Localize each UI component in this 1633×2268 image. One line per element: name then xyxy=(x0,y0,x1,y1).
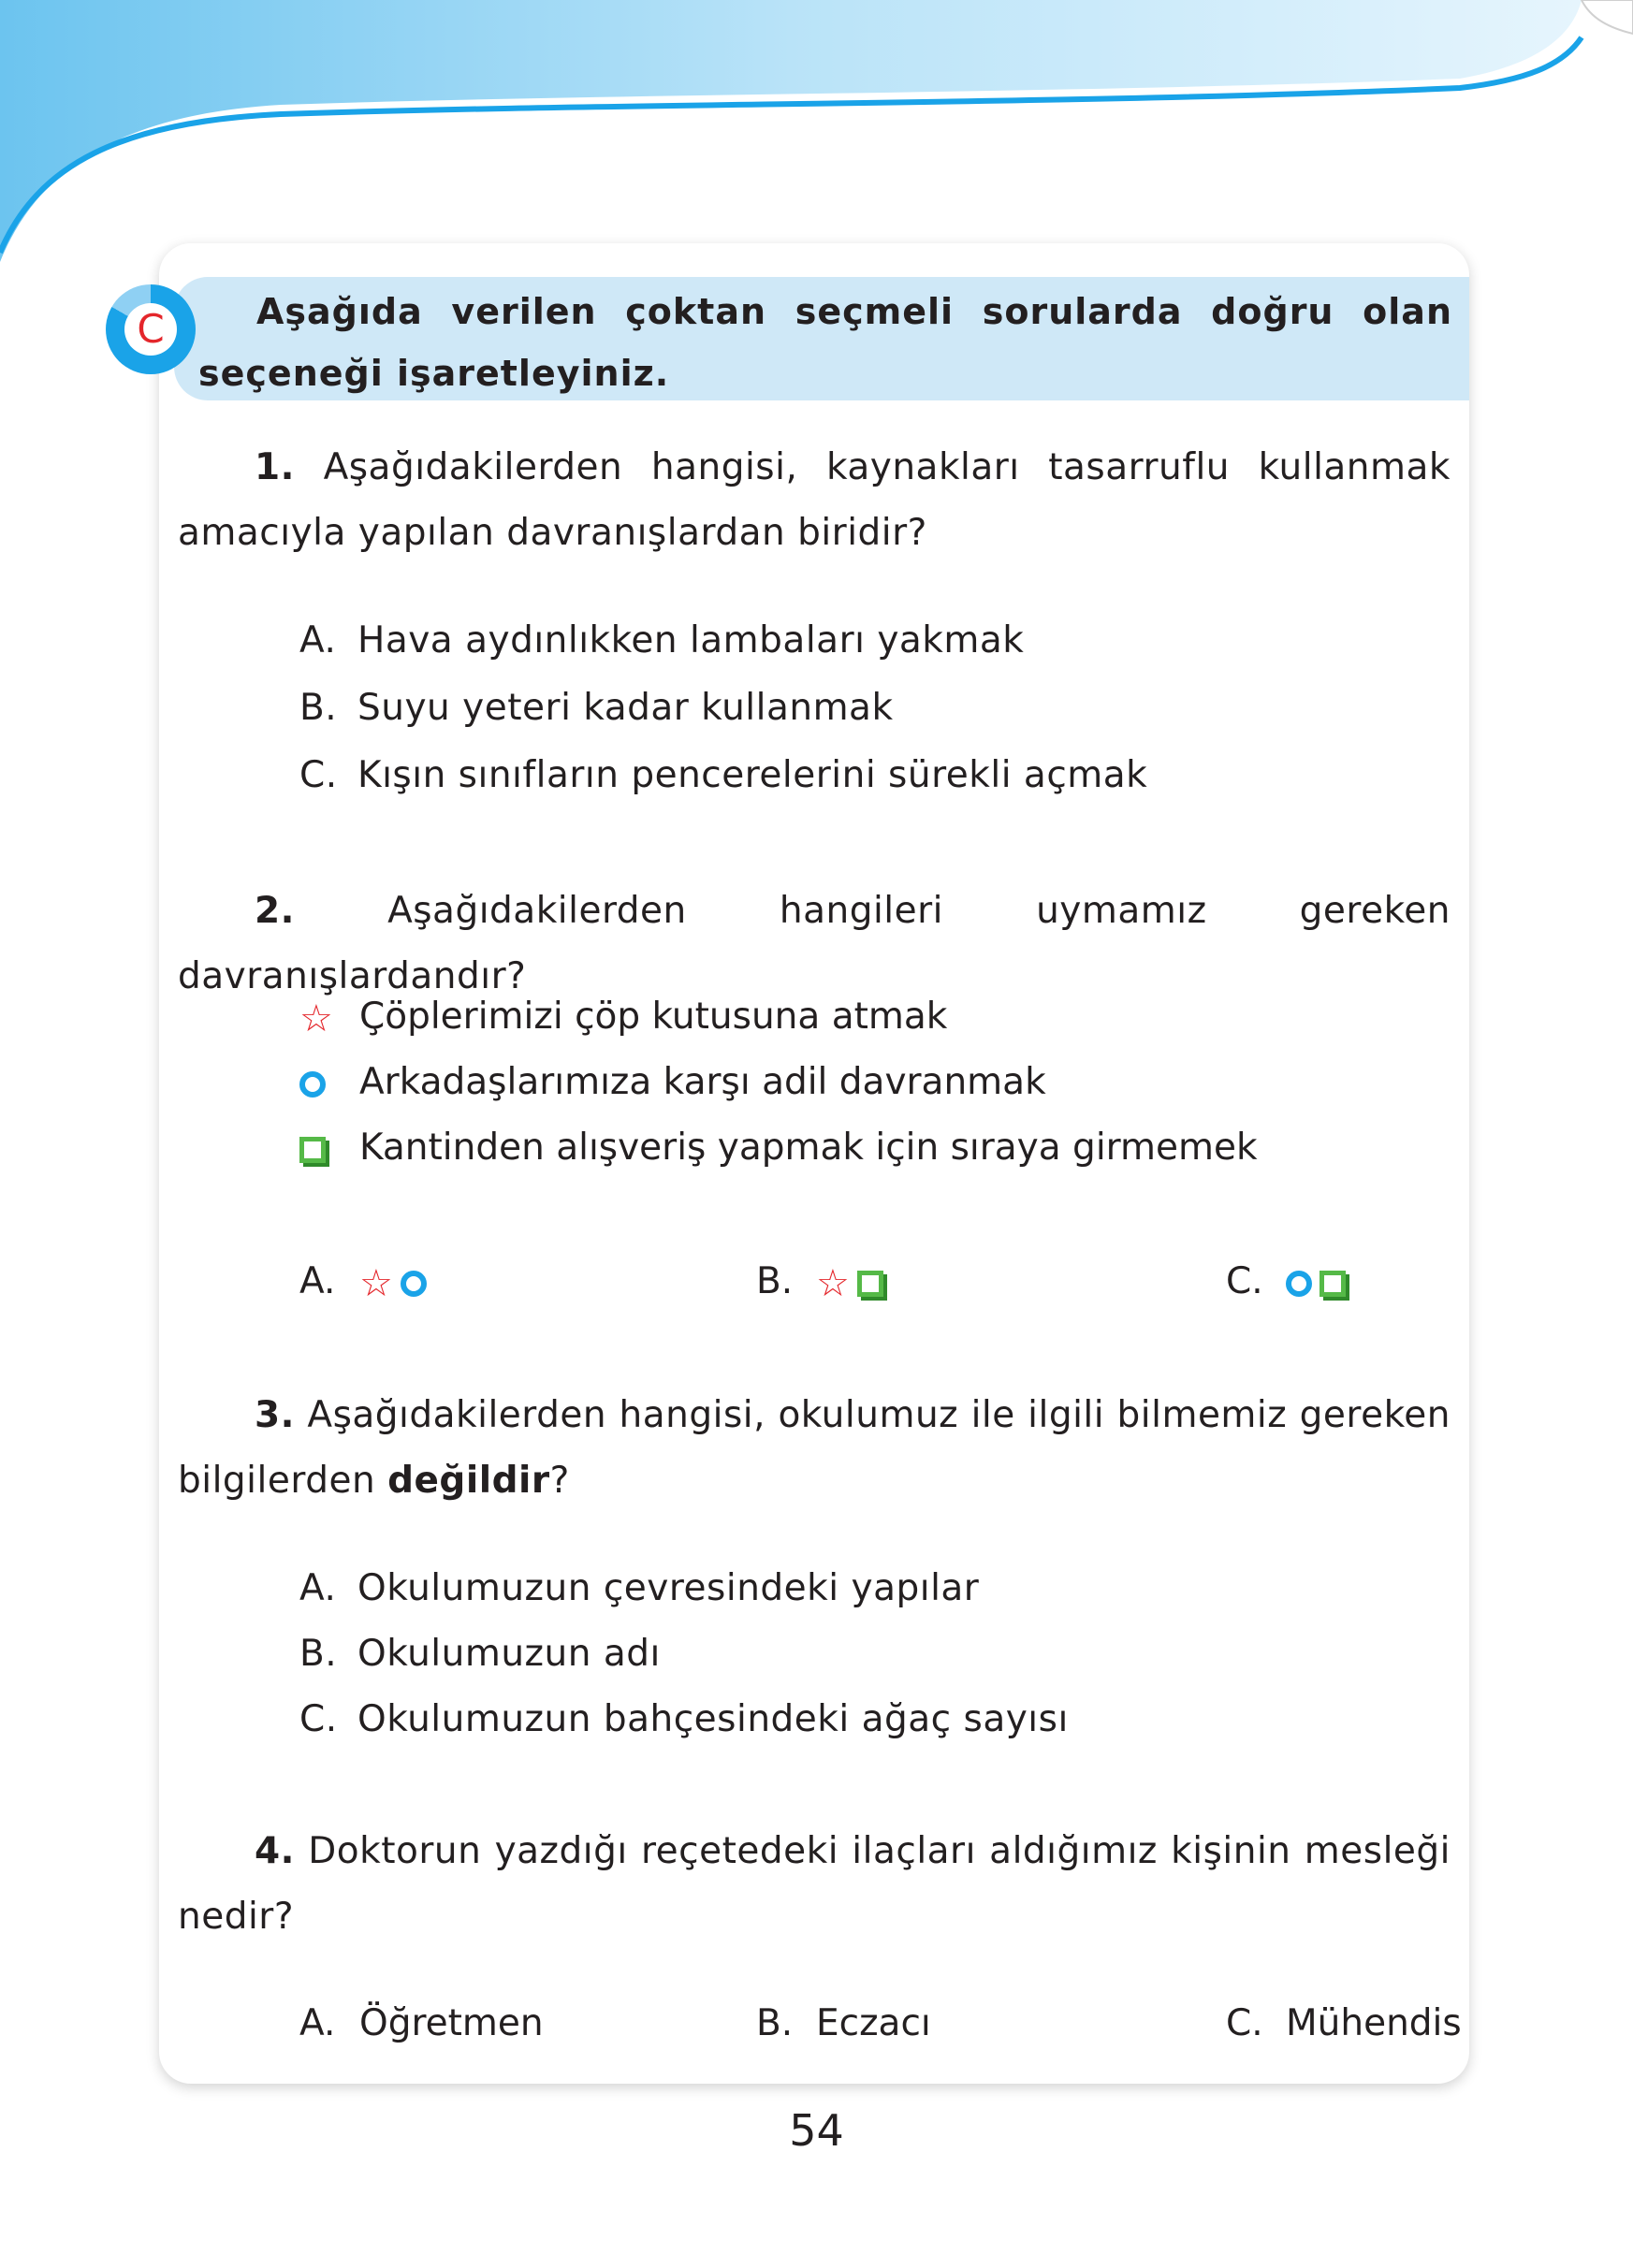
option-letter: C. xyxy=(1226,1260,1263,1302)
option-text: Mühendis xyxy=(1286,2002,1462,2044)
circle-icon xyxy=(401,1271,427,1297)
statement-star xyxy=(299,984,947,1052)
option-a[interactable] xyxy=(299,1556,979,1621)
option-c[interactable] xyxy=(299,743,1147,808)
option-letter: C. xyxy=(299,754,338,796)
question-number: 4. xyxy=(255,1830,295,1872)
option-letter: C. xyxy=(299,1698,338,1740)
option-letter: B. xyxy=(756,2002,794,2044)
question-3 xyxy=(178,1383,1451,1514)
option-a[interactable] xyxy=(299,1991,544,2057)
question-number: 3. xyxy=(255,1394,295,1436)
option-b[interactable] xyxy=(756,1991,931,2057)
option-c[interactable] xyxy=(1226,1249,1353,1315)
question-mark: ? xyxy=(549,1460,570,1502)
option-b[interactable] xyxy=(299,1621,661,1687)
option-text: Öğretmen xyxy=(359,2002,544,2044)
star-icon: ☆ xyxy=(816,1261,850,1305)
option-letter: B. xyxy=(299,1633,338,1675)
question-number: 2. xyxy=(255,890,295,932)
option-text: Okulumuzun bahçesindeki ağaç sayısı xyxy=(357,1698,1069,1740)
option-text: Okulumuzun adı xyxy=(357,1633,661,1675)
option-text: Okulumuzun çevresindeki yapılar xyxy=(357,1567,980,1609)
option-letter: A. xyxy=(299,619,337,662)
question-1 xyxy=(178,435,1451,566)
square-icon xyxy=(857,1271,883,1297)
circle-icon xyxy=(1286,1271,1312,1297)
option-b[interactable] xyxy=(756,1249,891,1316)
statement-square xyxy=(299,1115,1258,1181)
question-4 xyxy=(178,1819,1451,1950)
circle-icon xyxy=(299,1071,326,1098)
section-badge xyxy=(106,284,196,374)
option-letter: B. xyxy=(756,1260,794,1302)
question-text: Aşağıdakilerden hangisi, okulumuz ile ilgili bilmemiz gereken bilgilerden xyxy=(178,1394,1451,1502)
option-text: Suyu yeteri kadar kullanmak xyxy=(357,687,894,729)
instruction-text: Aşağıda verilen çoktan seçmeli sorularda doğru olan seçeneği işaretleyiniz. xyxy=(198,291,1452,394)
top-decorative-band xyxy=(0,0,1633,281)
statement-text: Arkadaşlarımıza karşı adil davranmak xyxy=(359,1061,1046,1103)
option-text: Hava aydınlıkken lambaları yakmak xyxy=(357,619,1025,662)
square-icon xyxy=(299,1137,326,1163)
option-text: Eczacı xyxy=(816,2002,931,2044)
option-c[interactable] xyxy=(299,1687,1069,1752)
option-letter: C. xyxy=(1226,2002,1263,2044)
question-text: Aşağıdakilerden hangisi, kaynakları tasarruflu kullanmak amacıyla yapılan davranışlardan biridir? xyxy=(178,446,1451,554)
section-letter: C xyxy=(124,303,177,356)
statement-text: Çöplerimizi çöp kutusuna atmak xyxy=(359,996,948,1038)
square-icon xyxy=(1320,1271,1346,1297)
option-a[interactable] xyxy=(299,1249,434,1316)
question-text: Aşağıdakilerden hangileri uymamız gereken davranışlardandır? xyxy=(178,890,1451,997)
option-letter: B. xyxy=(299,687,338,729)
option-text: Kışın sınıfların pencerelerini sürekli açmak xyxy=(357,754,1148,796)
statement-text: Kantinden alışveriş yapmak için sıraya girmemek xyxy=(359,1127,1258,1169)
option-a[interactable] xyxy=(299,608,1024,674)
statement-circle xyxy=(299,1050,1046,1115)
star-icon: ☆ xyxy=(359,1261,393,1305)
option-b[interactable] xyxy=(299,676,894,741)
option-letter: A. xyxy=(299,1567,337,1609)
option-letter: A. xyxy=(299,2002,336,2044)
page-number: 54 xyxy=(789,2105,844,2156)
question-emphasis: değildir xyxy=(387,1460,550,1502)
star-icon: ☆ xyxy=(299,996,333,1040)
question-number: 1. xyxy=(255,446,295,488)
option-letter: A. xyxy=(299,1260,336,1302)
question-text: Doktorun yazdığı reçetedeki ilaçları aldığımız kişinin mesleği nedir? xyxy=(178,1830,1451,1938)
option-c[interactable] xyxy=(1226,1991,1462,2057)
